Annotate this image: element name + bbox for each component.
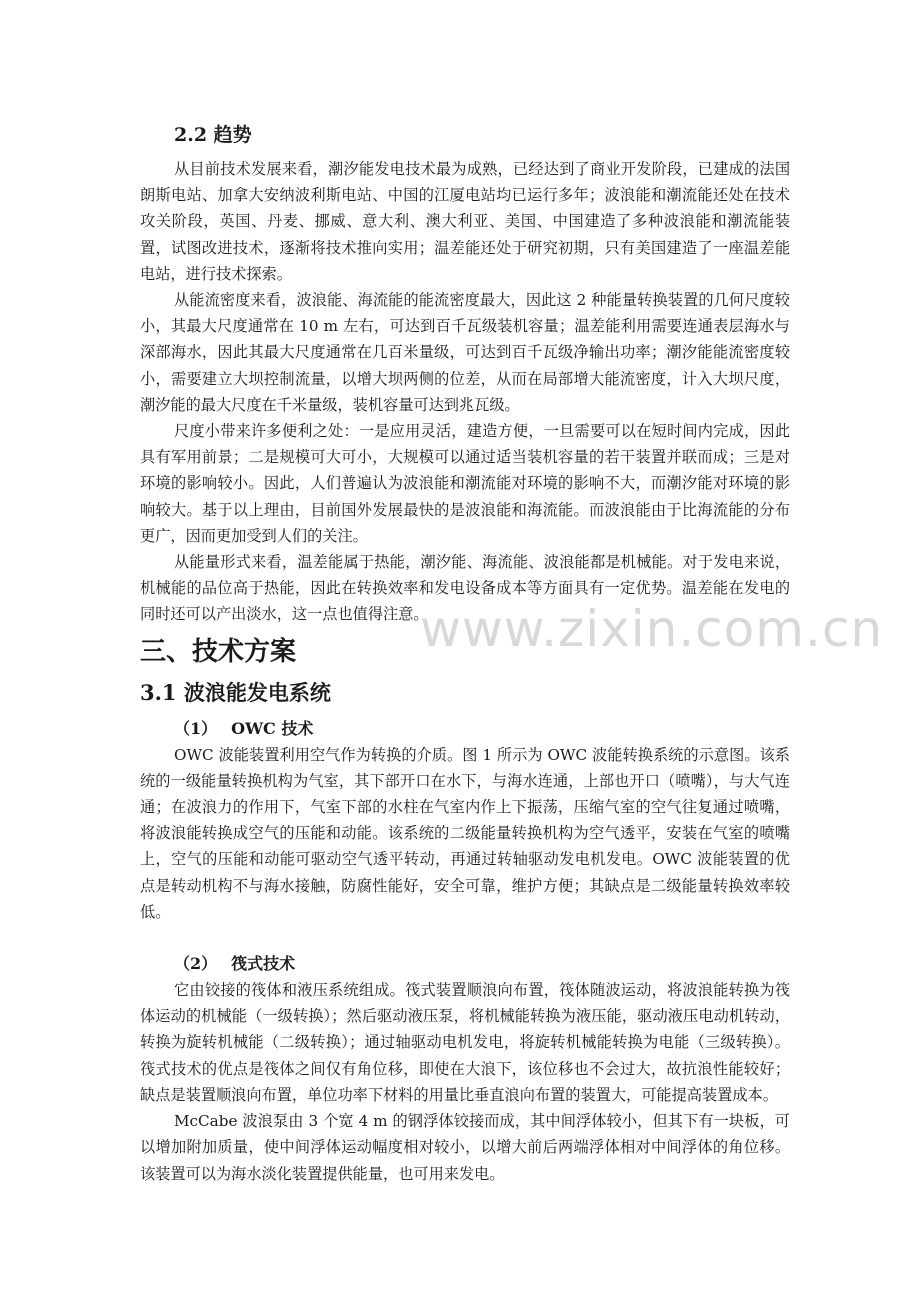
item-heading-owc xyxy=(174,716,790,742)
spacer xyxy=(140,925,790,951)
item-heading-raft xyxy=(174,951,790,977)
item-title: 筏式技术 xyxy=(231,954,296,974)
chapter-heading-3: 三、技术方案 xyxy=(140,636,297,667)
section-heading-3-1: 3.1 波浪能发电系统 xyxy=(140,679,331,705)
item-number: （1） xyxy=(174,718,218,738)
item-number: （2） xyxy=(174,954,218,974)
paragraph: McCabe 波浪泵由 3 个宽 4 m 的钢浮体铰接而成，其中间浮体较小，但其下有一块板，可以增加附加质量，使中间浮体运动幅度相对较小，以增大前后两端浮体相对中间浮体的角位移。该装置可以为海水淡化装置提供能量，也可用来发电。 xyxy=(140,1112,790,1183)
item-title: OWC 技术 xyxy=(231,718,314,738)
paragraph: 从能流密度来看，波浪能、海流能的能流密度最大，因此这 2 种能量转换装置的几何尺度较小，其最大尺度通常在 10 m 左右，可达到百千瓦级装机容量；温差能利用需要连通表层海水与深部海水，因此其最大尺度通常在几百米量级，可达到百千瓦级净输出功率；潮汐能能流密度较小，需要建立大坝控制流量，以增大坝两侧的位差，从而在局部增大能流密度，计入大坝尺度，潮汐能的最大尺度在千米量级，装机容量可达到兆瓦级。 xyxy=(140,291,790,414)
paragraph: 从能量形式来看，温差能属于热能，潮汐能、海流能、波浪能都是机械能。对于发电来说，机械能的品位高于热能，因此在转换效率和发电设备成本等方面具有一定优势。温差能在发电的同时还可以产出淡水，这一点也值得注意。 xyxy=(140,553,790,624)
document-body xyxy=(140,120,790,1187)
watermark: www.zixin.com.cn xyxy=(420,600,884,658)
paragraph: OWC 波能装置利用空气作为转换的介质。图 1 所示为 OWC 波能转换系统的示意图。该系统的一级能量转换机构为气室，其下部开口在水下，与海水连通，上部也开口（喷嘴），与大气连通；在波浪力的作用下，气室下部的水柱在气室内作上下振荡，压缩气室的空气往复通过喷嘴，将波浪能转换成空气的压能和动能。该系统的二级能量转换机构为空气透平，安装在气室的喷嘴上，空气的压能和动能可驱动空气透平转动，再通过转轴驱动发电机发电。OWC 波能装置的优点是转动机构不与海水接触，防腐性能好，安全可靠，维护方便；其缺点是二级能量转换效率较低。 xyxy=(140,745,790,921)
paragraph: 它由铰接的筏体和液压系统组成。筏式装置顺浪向布置，筏体随波运动，将波浪能转换为筏体运动的机械能（一级转换）；然后驱动液压泵，将机械能转换为液压能，驱动液压电动机转动，转换为旋转机械能（二级转换）；通过轴驱动电机发电，将旋转机械能转换为电能（三级转换）。筏式技术的优点是筏体之间仅有角位移，即使在大浪下，该位移也不会过大，故抗浪性能较好；缺点是装置顺浪向布置，单位功率下材料的用量比垂直浪向布置的装置大，可能提高装置成本。 xyxy=(140,981,790,1104)
paragraph: 尺度小带来许多便利之处：一是应用灵活，建造方便，一旦需要可以在短时间内完成，因此具有军用前景；二是规模可大可小，大规模可以通过适当装机容量的若干装置并联而成；三是对环境的影响较小。因此，人们普遍认为波浪能和潮流能对环境的影响不大，而潮汐能对环境的影响较大。基于以上理由，目前国外发展最快的是波浪能和海流能。而波浪能由于比海流能的分布更广，因而更加受到人们的关注。 xyxy=(140,422,790,545)
section-heading-2-2: 2.2 趋势 xyxy=(174,124,252,146)
paragraph: 从目前技术发展来看，潮汐能发电技术最为成熟，已经达到了商业开发阶段，已建成的法国朗斯电站、加拿大安纳波利斯电站、中国的江厦电站均已运行多年；波浪能和潮流能还处在技术攻关阶段，英国、丹麦、挪威、意大利、澳大利亚、美国、中国建造了多种波浪能和潮流能装置，试图改进技术，逐渐将技术推向实用；温差能还处于研究初期，只有美国建造了一座温差能电站，进行技术探索。 xyxy=(140,160,790,283)
